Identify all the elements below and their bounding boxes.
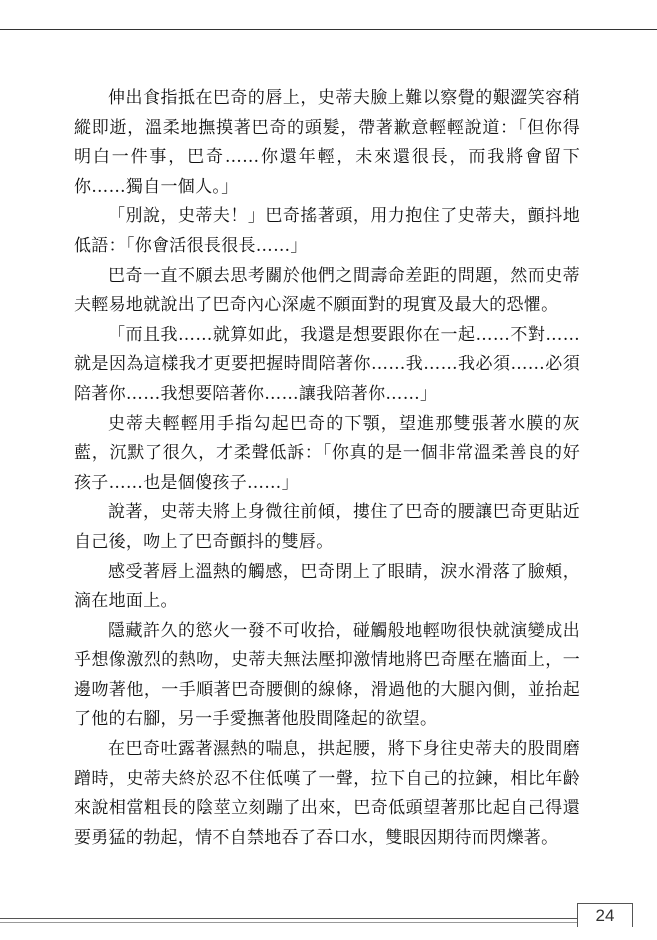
page-body (74, 84, 580, 853)
paragraph: 感受著唇上溫熱的觸感，巴奇閉上了眼睛，淚水滑落了臉頰，滴在地面上。 (74, 561, 580, 612)
paragraph: 史蒂夫輕輕用手指勾起巴奇的下顎，望進那雙張著水膜的灰藍，沉默了很久，才柔聲低訴：「你真的是一個非常溫柔善良的好孩子……也是個傻孩子……」 (74, 413, 580, 493)
footer-rule (0, 918, 577, 919)
footer-rule-secondary (0, 922, 577, 923)
paragraph: 「而且我……就算如此，我還是想要跟你在一起……不對……就是因為這樣我才更要把握時間陪著你……我……我必須……必須陪著你……我想要陪著你……讓我陪著你……」 (74, 324, 580, 404)
page-number: 24 (577, 903, 633, 927)
paragraph: 說著，史蒂夫將上身微往前傾，摟住了巴奇的腰讓巴奇更貼近自己後，吻上了巴奇顫抖的雙唇。 (74, 502, 580, 552)
paragraph: 伸出食指抵在巴奇的唇上，史蒂夫臉上難以察覺的艱澀笑容稍縱即逝，溫柔地撫摸著巴奇的頭髮，帶著歉意輕輕說道：「但你得明白一件事，巴奇……你還年輕，未來還很長，而我將會留下你……獨自一個人。」 (74, 88, 580, 197)
paragraph: 「別說，史蒂夫！」巴奇搖著頭，用力抱住了史蒂夫，顫抖地低語：「你會活很長很長……」 (74, 206, 580, 256)
paragraph: 在巴奇吐露著濕熱的喘息，拱起腰，將下身往史蒂夫的股間磨蹭時，史蒂夫終於忍不住低嘆了一聲，拉下自己的拉鍊，相比年齡來說相當粗長的陰莖立刻蹦了出來，巴奇低頭望著那比起自己得還要勇猛的勃起，情不自禁地吞了吞口水，雙眼因期待而閃爍著。 (74, 739, 580, 848)
header-rule (0, 29, 657, 30)
paragraph: 隱藏許久的慾火一發不可收拾，碰觸般地輕吻很快就演變成出乎想像激烈的熱吻，史蒂夫無法壓抑激情地將巴奇壓在牆面上，一邊吻著他，一手順著巴奇腰側的線條，滑過他的大腿內側，並抬起了他的右腳，另一手愛撫著他股間隆起的欲望。 (74, 620, 580, 730)
paragraph: 巴奇一直不願去思考關於他們之間壽命差距的問題，然而史蒂夫輕易地就說出了巴奇內心深處不願面對的現實及最大的恐懼。 (74, 265, 580, 316)
